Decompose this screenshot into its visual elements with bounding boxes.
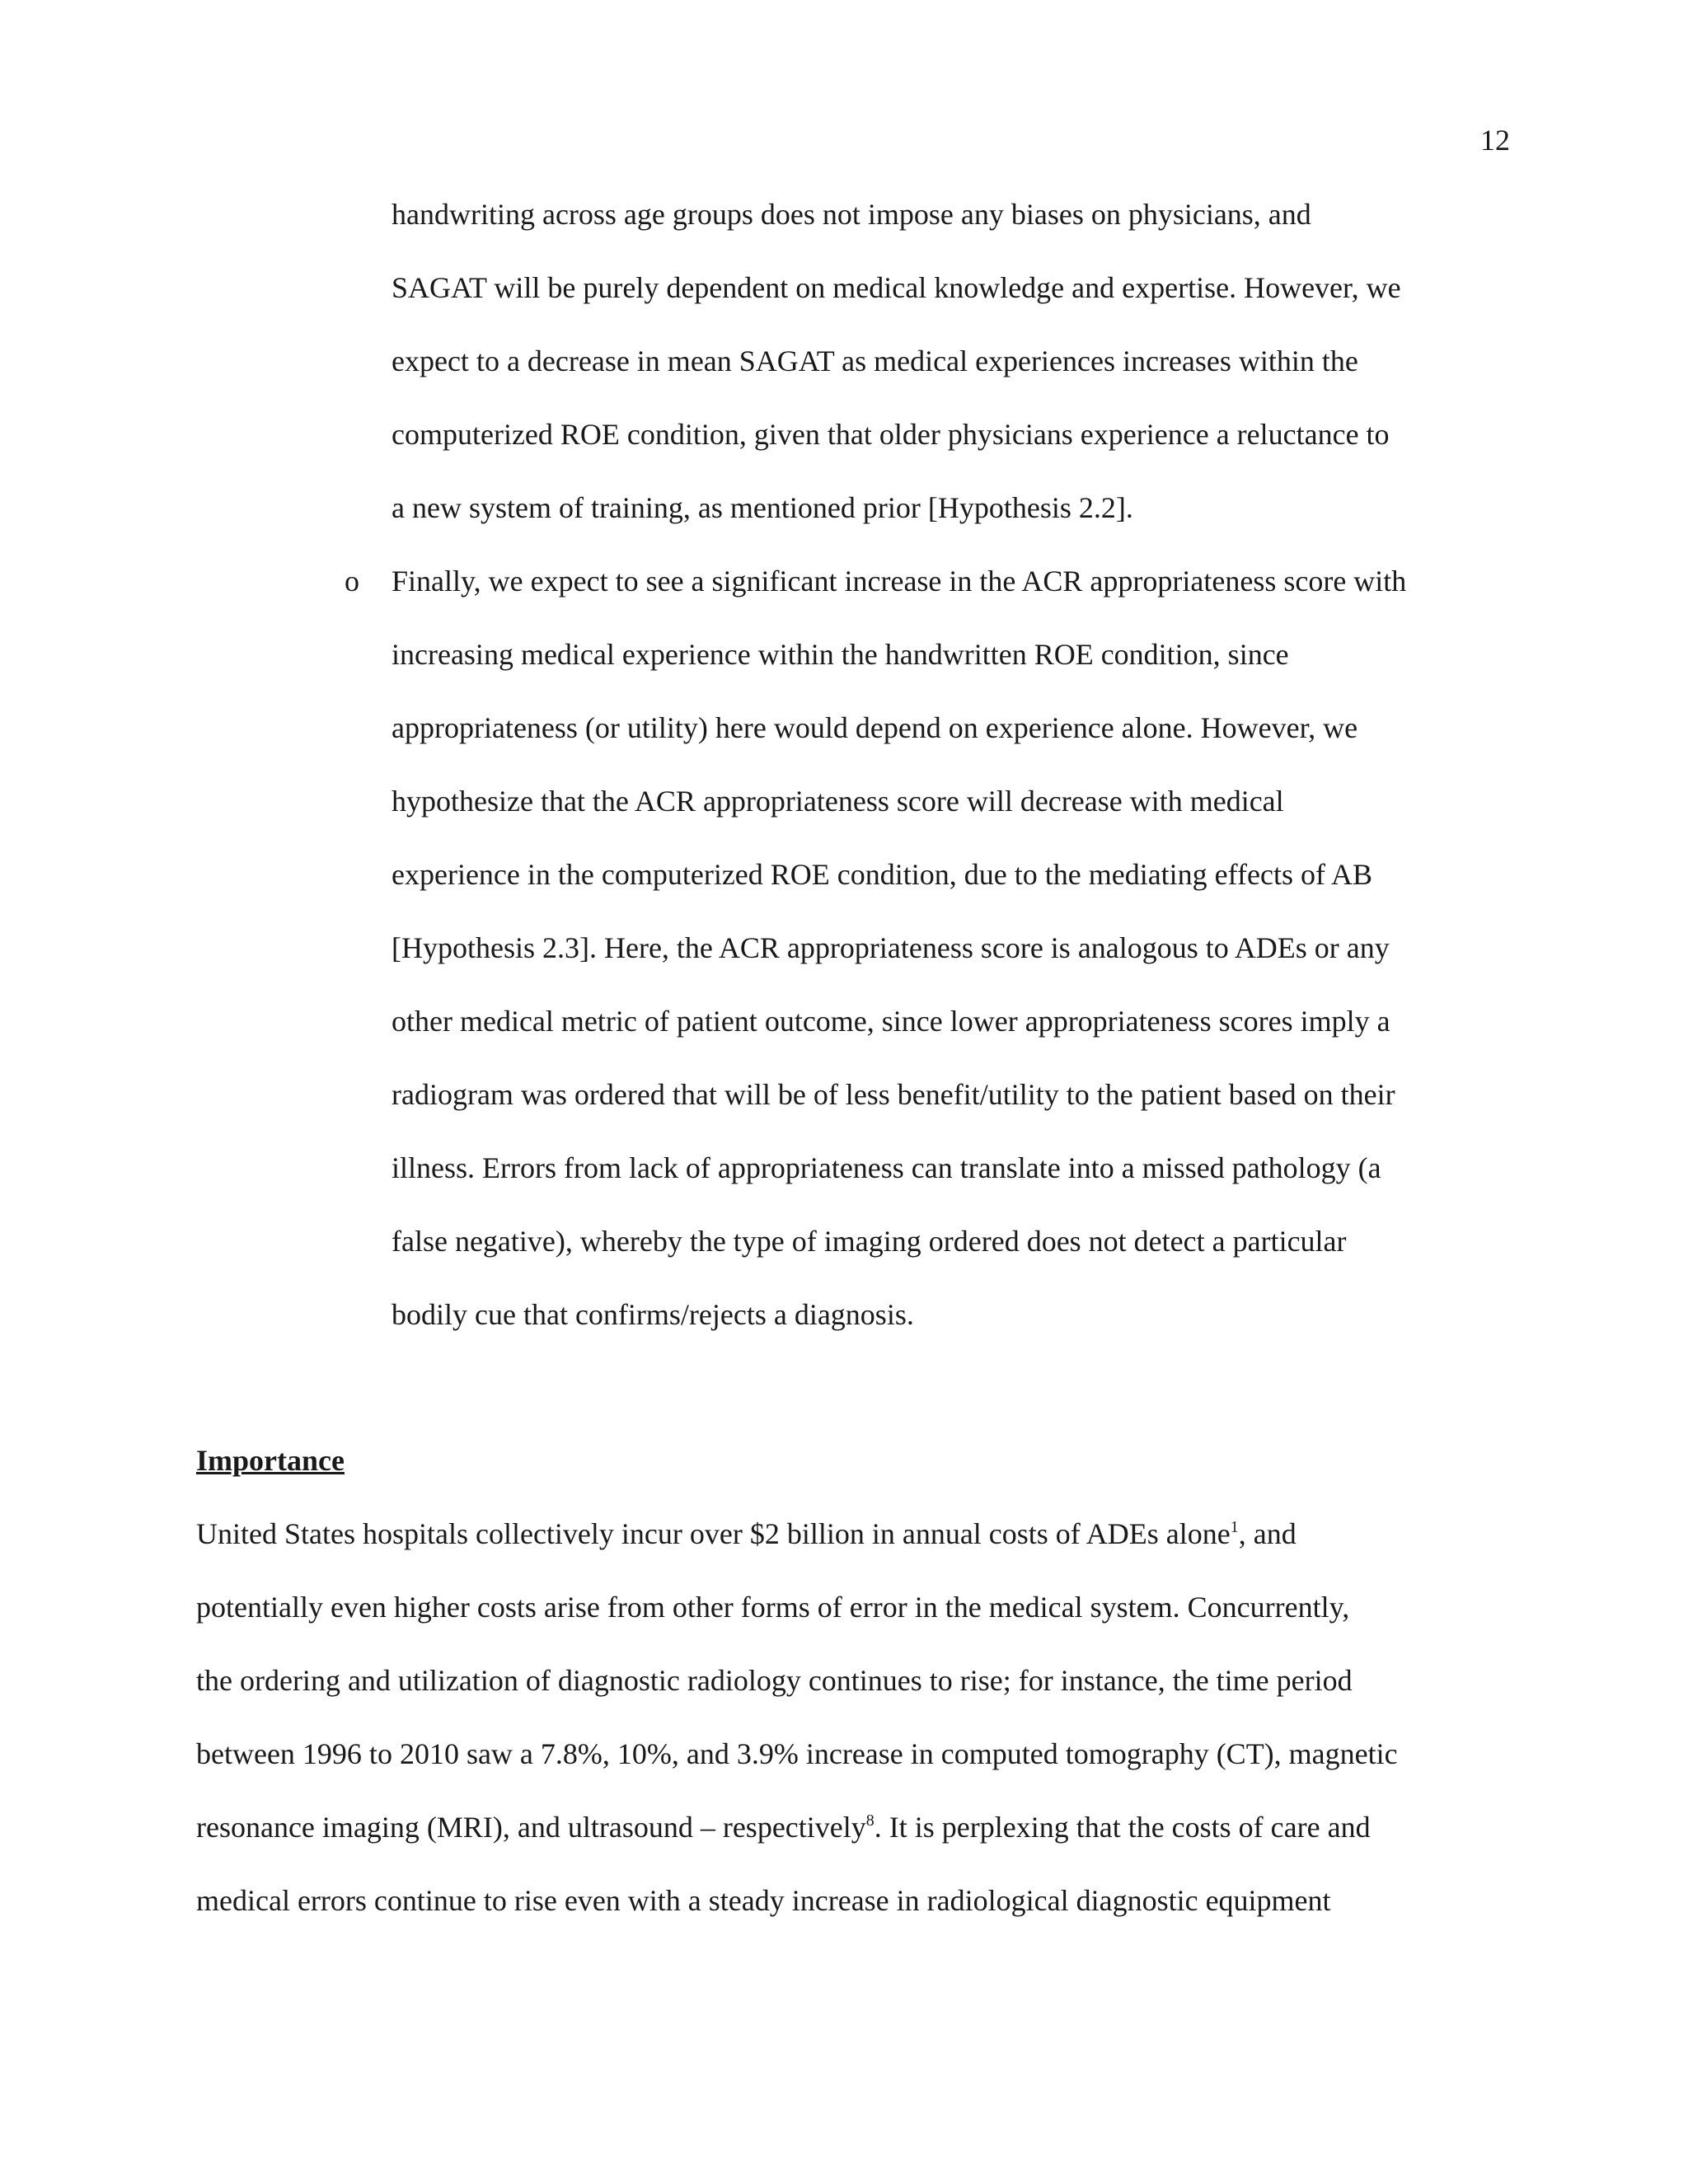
paragraph-line: between 1996 to 2010 saw a 7.8%, 10%, and 3.9% increase in computed tomography (CT), magnetic <box>196 1737 1398 1770</box>
bullet-line: hypothesize that the ACR appropriateness score will decrease with medical <box>392 785 1284 818</box>
bullet-line: radiogram was ordered that will be of less benefit/utility to the patient based on their <box>392 1078 1395 1111</box>
paragraph-line: expect to a decrease in mean SAGAT as medical experiences increases within the <box>392 344 1358 377</box>
footnote-ref: 8 <box>865 1811 874 1830</box>
paragraph-line: United States hospitals collectively incur over $2 billion in annual costs of ADEs alone$^1$, and <box>196 1517 1296 1550</box>
page-number: 12 <box>1480 124 1510 157</box>
bullet-line: experience in the computerized ROE condition, due to the mediating effects of AB <box>392 858 1372 891</box>
bullet-line: false negative), whereby the type of imaging ordered does not detect a particular <box>392 1225 1347 1258</box>
paragraph-line: medical errors continue to rise even with a steady increase in radiological diagnostic equipment <box>196 1884 1331 1917</box>
bullet-line: Finally, we expect to see a significant increase in the ACR appropriateness score with <box>392 565 1407 598</box>
paragraph-line: a new system of training, as mentioned prior [Hypothesis 2.2]. <box>392 491 1133 524</box>
section-heading-importance: Importance <box>196 1444 345 1477</box>
bullet-line: bodily cue that confirms/rejects a diagnosis. <box>392 1298 914 1331</box>
paragraph-line: computerized ROE condition, given that older physicians experience a reluctance to <box>392 418 1390 451</box>
paragraph-line: handwriting across age groups does not impose any biases on physicians, and <box>392 198 1311 231</box>
bullet-marker: o <box>345 565 359 598</box>
paragraph-line: potentially even higher costs arise from other forms of error in the medical system. Concurrently, <box>196 1591 1350 1624</box>
footnote-ref: 1 <box>1230 1518 1239 1536</box>
bullet-line: appropriateness (or utility) here would depend on experience alone. However, we <box>392 711 1358 744</box>
bullet-line: [Hypothesis 2.3]. Here, the ACR appropriateness score is analogous to ADEs or any <box>392 931 1390 964</box>
bullet-line: illness. Errors from lack of appropriateness can translate into a missed pathology (a <box>392 1151 1381 1184</box>
bullet-line: other medical metric of patient outcome, since lower appropriateness scores imply a <box>392 1005 1390 1038</box>
paragraph-line: SAGAT will be purely dependent on medical knowledge and expertise. However, we <box>392 271 1401 304</box>
paragraph-line: resonance imaging (MRI), and ultrasound – respectively$^8$. It is perplexing that the costs of care and <box>196 1811 1371 1844</box>
paragraph-line: the ordering and utilization of diagnostic radiology continues to rise; for instance, the time period <box>196 1664 1353 1697</box>
bullet-line: increasing medical experience within the handwritten ROE condition, since <box>392 638 1289 671</box>
